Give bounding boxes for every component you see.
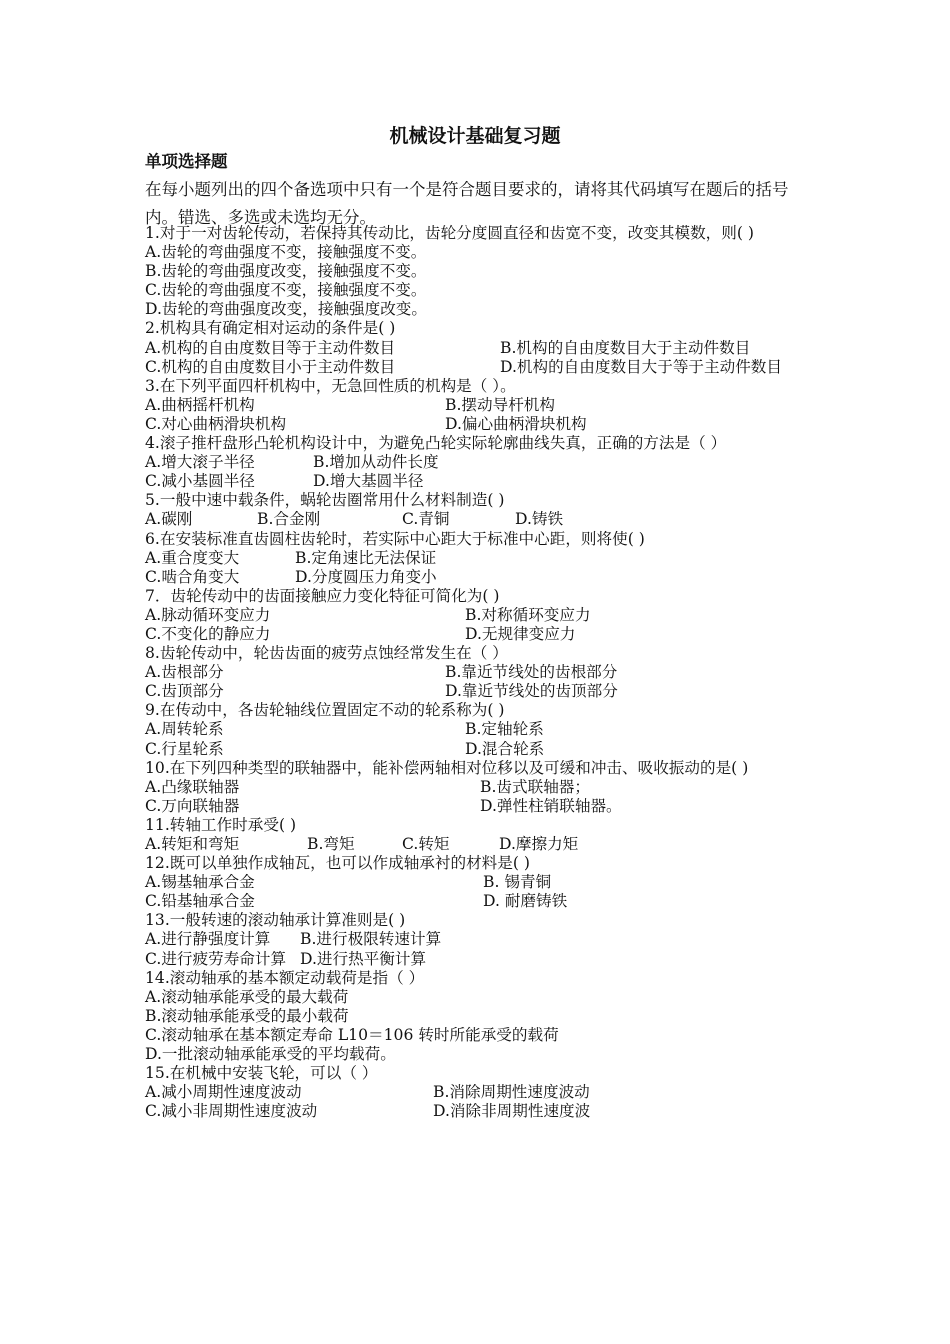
option: B.弯矩 (307, 835, 355, 853)
section-heading: 单项选择题 (145, 152, 228, 171)
option-row (145, 835, 810, 854)
option: C.不变化的静应力 (145, 624, 271, 643)
question-12: 12.既可以单独作成轴瓦，也可以作成轴承衬的材料是( ) (145, 854, 530, 873)
option: D.弹性柱销联轴器。 (480, 796, 622, 815)
option-row (145, 797, 810, 816)
option: C.铅基轴承合金 (145, 892, 255, 911)
option: A.增大滚子半径 (145, 453, 255, 472)
option: D.增大基圆半径 (313, 472, 424, 491)
option: B.靠近节线处的齿根部分 (445, 663, 618, 682)
option: D.齿轮的弯曲强度改变，接触强度改变。 (145, 300, 427, 319)
option: D. 耐磨铸铁 (483, 892, 568, 911)
question-15: 15.在机械中安装飞轮，可以（ ） (145, 1064, 378, 1083)
option: C.减小基圆半径 (145, 472, 255, 491)
question-14: 14.滚动轴承的基本额定动载荷是指（ ） (145, 968, 425, 987)
option: C.齿轮的弯曲强度不变，接触强度不变。 (145, 281, 427, 300)
option: C.万向联轴器 (145, 796, 240, 815)
option-row (145, 740, 810, 759)
option: B.摆动导杆机构 (445, 395, 555, 414)
question-11: 11.转轴工作时承受( ) (145, 815, 297, 834)
option: A.曲柄摇杆机构 (145, 395, 255, 414)
option: C.齿顶部分 (145, 682, 224, 701)
option-row (145, 663, 810, 682)
option: D.摩擦力矩 (499, 835, 579, 853)
option-row (145, 472, 810, 491)
option-row (145, 568, 810, 587)
option: D.一批滚动轴承能承受的平均载荷。 (145, 1045, 396, 1064)
option: D.靠近节线处的齿顶部分 (445, 682, 618, 701)
option: B.消除周期性速度波动 (433, 1083, 590, 1102)
option-row (145, 892, 810, 911)
option-row (145, 339, 810, 358)
option: C.减小非周期性速度波动 (145, 1102, 318, 1121)
option-row (145, 682, 810, 701)
question-7: 7．齿轮传动中的齿面接触应力变化特征可简化为( ) (145, 586, 500, 605)
option: D.机构的自由度数目大于等于主动件数目 (500, 357, 782, 376)
option: B.对称循环变应力 (465, 605, 591, 624)
option: C.行星轮系 (145, 739, 224, 758)
question-3: 3.在下列平面四杆机构中，无急回性质的机构是（ ）。 (145, 376, 516, 395)
question-10: 10.在下列四种类型的联轴器中，能补偿两轴相对位移以及可缓和冲击、吸收振动的是( ) (145, 758, 749, 777)
option: A.进行静强度计算 (145, 930, 271, 949)
option: B.齿式联轴器； (480, 777, 590, 796)
option-row (145, 1083, 810, 1102)
option-row (145, 510, 810, 529)
option: B.定角速比无法保证 (295, 548, 437, 567)
option-row (145, 778, 810, 797)
option: D.铸铁 (515, 510, 564, 529)
option-row (145, 950, 810, 969)
option: D.无规律变应力 (465, 624, 576, 643)
option: C.啮合角变大 (145, 567, 240, 586)
document-title: 机械设计基础复习题 (389, 125, 561, 147)
option: C.机构的自由度数目小于主动件数目 (145, 357, 396, 376)
option: A.滚动轴承能承受的最大载荷 (145, 987, 349, 1006)
question-2: 2.机构具有确定相对运动的条件是( ) (145, 319, 396, 338)
option: A.脉动循环变应力 (145, 605, 271, 624)
option: A.周转轮系 (145, 720, 224, 739)
option-row (145, 606, 810, 625)
option: A.凸缘联轴器 (145, 777, 240, 796)
option-row (145, 930, 810, 949)
question-9: 9.在传动中，各齿轮轴线位置固定不动的轮系称为( ) (145, 701, 505, 720)
option: A.转矩和弯矩 (145, 835, 240, 853)
option-row (145, 625, 810, 644)
option: A.重合度变大 (145, 548, 240, 567)
question-8: 8.齿轮传动中，轮齿齿面的疲劳点蚀经常发生在（ ） (145, 644, 508, 663)
option: D.分度圆压力角变小 (295, 567, 437, 586)
question-list (145, 224, 810, 1121)
option: B.机构的自由度数目大于主动件数目 (500, 338, 751, 357)
question-1: 1.对于一对齿轮传动，若保持其传动比，齿轮分度圆直径和齿宽不变，改变其模数，则( ) (145, 224, 754, 242)
option: A.齿根部分 (145, 663, 224, 682)
option-row (145, 873, 810, 892)
question-6: 6.在安装标准直齿圆柱齿轮时，若实际中心距大于标准中心距，则将使( ) (145, 529, 645, 548)
option: B.进行极限转速计算 (300, 930, 442, 949)
option: B.齿轮的弯曲强度改变，接触强度不变。 (145, 262, 427, 281)
option: C.青铜 (402, 510, 450, 529)
option: A.锡基轴承合金 (145, 873, 255, 892)
option: D.进行热平衡计算 (300, 949, 427, 968)
option: D.混合轮系 (465, 739, 545, 758)
question-5: 5.一般中速中载条件，蜗轮齿圈常用什么材料制造( ) (145, 491, 505, 510)
option-row (145, 1102, 810, 1121)
option-row (145, 415, 810, 434)
option: D.偏心曲柄滑块机构 (445, 414, 587, 433)
question-4: 4.滚子推杆盘形凸轮机构设计中，为避免凸轮实际轮廓曲线失真，正确的方法是（ ） (145, 434, 727, 453)
option: A.齿轮的弯曲强度不变，接触强度不变。 (145, 243, 427, 262)
option-row (145, 720, 810, 739)
option-row (145, 549, 810, 568)
option: C.对心曲柄滑块机构 (145, 414, 287, 433)
instructions-paragraph: 在每小题列出的四个备选项中只有一个是符合题目要求的，请将其代码填写在题后的括号内。错选、多选或未选均无分。 (145, 180, 789, 227)
option: B.增加从动件长度 (313, 453, 439, 472)
option: B. 锡青铜 (483, 873, 552, 892)
option-row (145, 396, 810, 415)
option: D.消除非周期性速度波 (433, 1102, 591, 1121)
option: C.进行疲劳寿命计算 (145, 949, 287, 968)
option: B.滚动轴承能承受的最小载荷 (145, 1006, 349, 1025)
option: B.定轴轮系 (465, 720, 544, 739)
option: A.减小周期性速度波动 (145, 1083, 302, 1102)
option: A.碳刚 (145, 510, 193, 529)
option: B.合金刚 (257, 510, 321, 529)
option-row (145, 358, 810, 377)
option: C.转矩 (402, 835, 450, 853)
option-row (145, 453, 810, 472)
option: A.机构的自由度数目等于主动件数目 (145, 338, 396, 357)
option: C.滚动轴承在基本额定寿命 L10＝106 转时所能承受的载荷 (145, 1025, 559, 1044)
question-13: 13.一般转速的滚动轴承计算准则是( ) (145, 911, 406, 930)
